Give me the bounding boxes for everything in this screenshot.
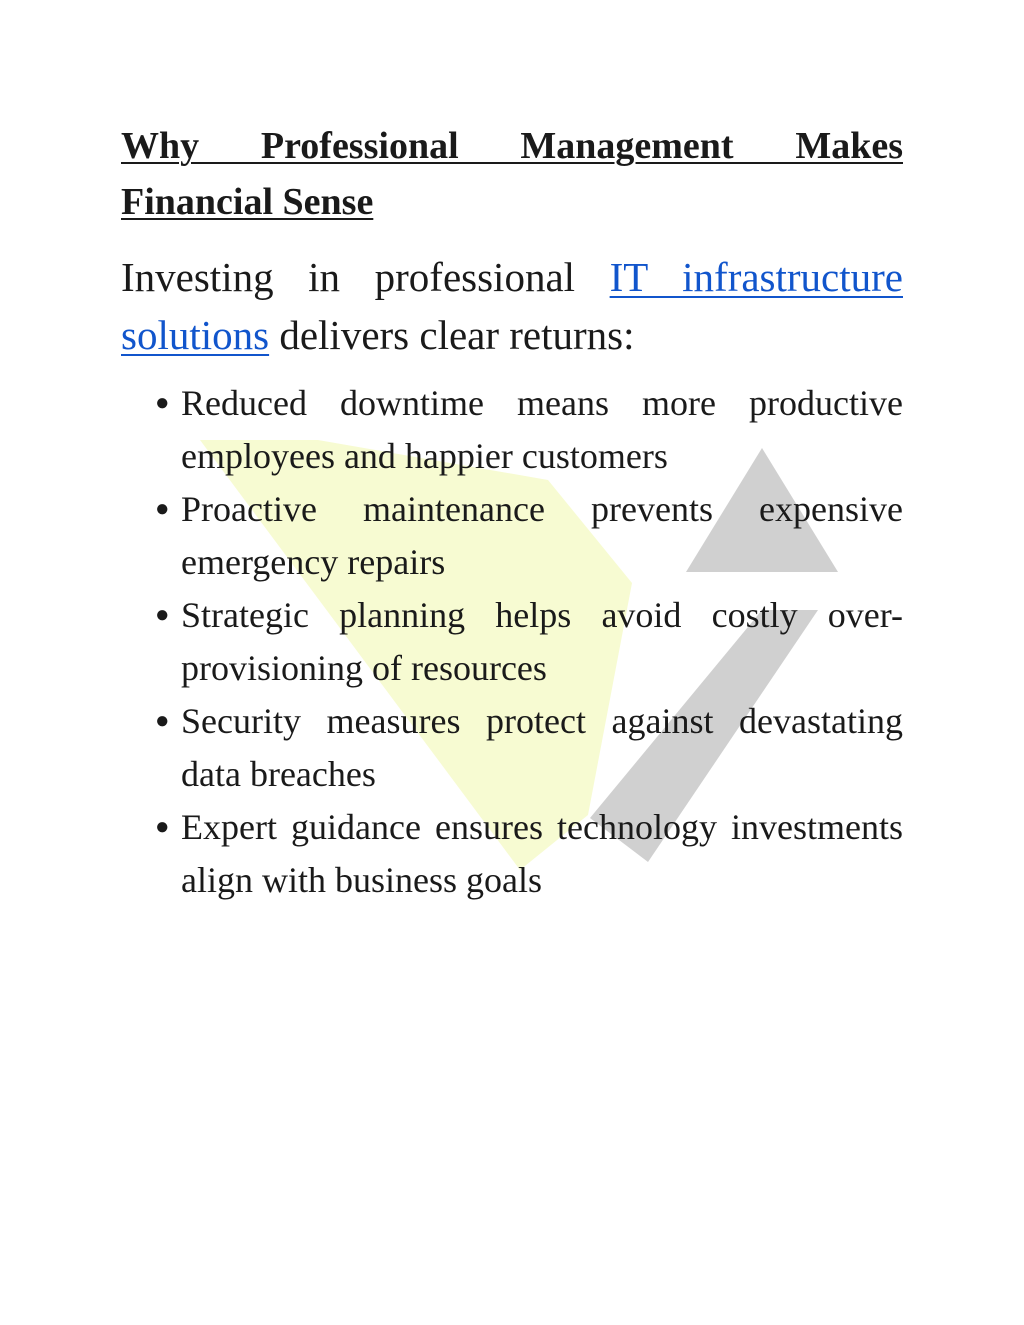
bullet-icon: ● <box>155 390 170 416</box>
list-item: ● Reduced downtime means more productive employees and happier customers <box>121 377 903 483</box>
bullet-icon: ● <box>155 602 170 628</box>
bullet-icon: ● <box>155 814 170 840</box>
intro-text-before: Investing in professional <box>121 254 576 300</box>
list-item: ● Security measures protect against devastating data breaches <box>121 695 903 801</box>
bullet-icon: ● <box>155 496 170 522</box>
intro-paragraph <box>121 248 903 364</box>
page-title: Why Professional Management Makes Financial Sense <box>121 125 903 223</box>
list-item: ● Strategic planning helps avoid costly over-provisioning of resources <box>121 589 903 695</box>
list-item: ● Expert guidance ensures technology investments align with business goals <box>121 801 903 907</box>
bullet-icon: ● <box>155 708 170 734</box>
document-body <box>121 118 903 907</box>
intro-text-after: delivers clear returns: <box>279 312 635 358</box>
list-item: ● Proactive maintenance prevents expensive emergency repairs <box>121 483 903 589</box>
it-infrastructure-link[interactable]: IT infrastructure solutions <box>121 254 903 358</box>
benefits-list <box>121 377 903 907</box>
